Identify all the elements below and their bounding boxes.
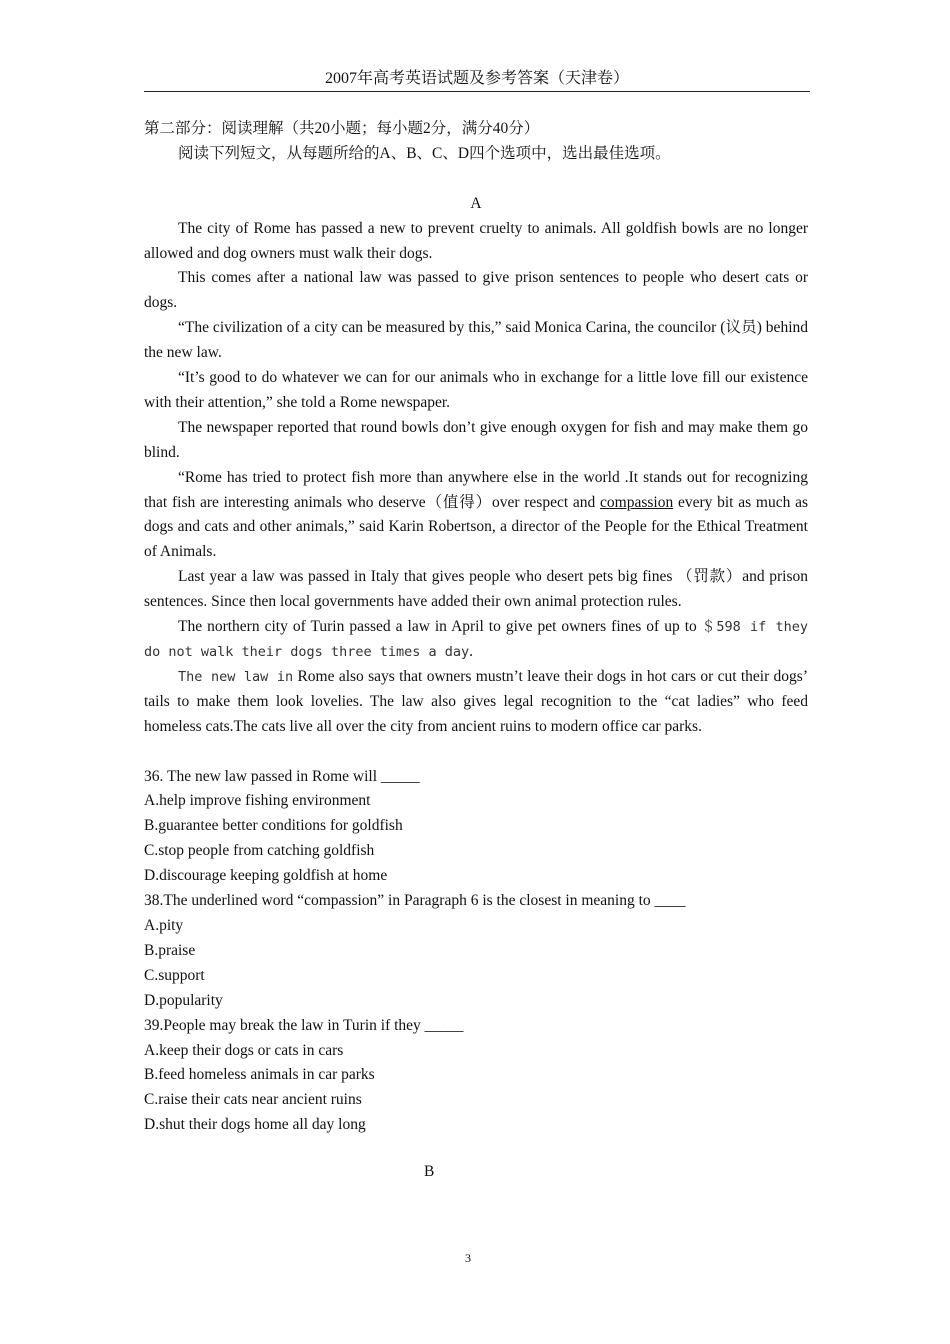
paragraph-9-mono-text: The new law in bbox=[178, 668, 294, 685]
page-content bbox=[144, 117, 808, 1138]
question-stem: 39.People may break the law in Turin if they _____ bbox=[144, 1016, 464, 1034]
passage-paragraph-9 bbox=[144, 665, 808, 740]
option-d: D.discourage keeping goldfish at home bbox=[144, 867, 388, 885]
option-d: D.popularity bbox=[144, 991, 223, 1009]
option-c: C.support bbox=[144, 966, 205, 984]
paragraph-8-mono-text: ＄598 if they do not walk their dogs three times a day bbox=[144, 619, 809, 661]
paragraph-9-text-rest: Rome also says that owners mustn’t leave their dogs in hot cars or cut their dogs’ tails to make them look lovelies. The law also gives legal recognition to the “cat ladies” who feed homeless cats.The cats live all over the city from ancient ruins to modern office car parks. bbox=[144, 667, 808, 735]
spacer bbox=[144, 740, 808, 765]
section-instruction: 阅读下列短文，从每题所给的A、B、C、D四个选项中，选出最佳选项。 bbox=[178, 144, 671, 162]
passage-a bbox=[144, 217, 808, 740]
question-38 bbox=[144, 889, 808, 1014]
passage-paragraph-2: This comes after a national law was passed to give prison sentences to people who desert cats or dogs. bbox=[144, 269, 808, 312]
option-c: C.raise their cats near ancient ruins bbox=[144, 1091, 362, 1109]
passage-paragraph-3: “The civilization of a city can be measured by this,” said Monica Carina, the councilor (议员) behind the new law. bbox=[144, 319, 808, 362]
passage-paragraph-7: Last year a law was passed in Italy that gives people who desert pets big fines （罚款）and prison sentences. Since then local governments have added their own animal protection rules. bbox=[144, 568, 808, 611]
passage-paragraph-6 bbox=[144, 466, 808, 566]
paragraph-6-text-before: “Rome has tried to protect fish more than anywhere else in the world .It stands out for recognizing that fish are interesting animals who deserve（值得）over respect and bbox=[144, 468, 808, 511]
passage-b-label: B bbox=[424, 1163, 435, 1180]
option-d: D.shut their dogs home all day long bbox=[144, 1116, 366, 1134]
option-a: A.help improve fishing environment bbox=[144, 792, 371, 810]
option-a: A.pity bbox=[144, 916, 184, 934]
passage-a-label: A bbox=[470, 194, 482, 212]
passage-paragraph-5: The newspaper reported that round bowls don’t give enough oxygen for fish and may make them go blind. bbox=[144, 418, 808, 461]
option-b: B.praise bbox=[144, 941, 196, 959]
page-header-title: 2007年高考英语试题及参考答案（天津卷） bbox=[324, 70, 629, 87]
underlined-word-compassion: compassion bbox=[600, 493, 674, 511]
section-heading: 第二部分：阅读理解（共20小题；每小题2分，满分40分） bbox=[144, 120, 540, 137]
paragraph-8-text-end: . bbox=[469, 643, 473, 661]
passage-paragraph-8 bbox=[144, 615, 808, 665]
option-c: C.stop people from catching goldfish bbox=[144, 842, 375, 860]
paragraph-6-text-after: every bit as much as dogs and cats and other animals,” said Karin Robertson, a director of the People for the Ethical Treatment of Animals. bbox=[144, 493, 808, 561]
question-stem: 36. The new law passed in Rome will _____ bbox=[144, 767, 420, 785]
header-divider bbox=[144, 91, 810, 92]
question-stem: 38.The underlined word “compassion” in Paragraph 6 is the closest in meaning to ____ bbox=[144, 892, 686, 910]
option-b: B.guarantee better conditions for goldfish bbox=[144, 817, 403, 835]
question-36 bbox=[144, 765, 808, 890]
question-39 bbox=[144, 1014, 808, 1139]
option-a: A.keep their dogs or cats in cars bbox=[144, 1041, 344, 1059]
paragraph-8-text-start: The northern city of Turin passed a law in April to give pet owners fines of up to bbox=[178, 618, 702, 636]
option-b: B.feed homeless animals in car parks bbox=[144, 1066, 375, 1084]
page-number: 3 bbox=[465, 1251, 471, 1265]
passage-paragraph-1: The city of Rome has passed a new to prevent cruelty to animals. All goldfish bowls are no longer allowed and dog owners must walk their dogs. bbox=[144, 219, 808, 262]
passage-paragraph-4: “It’s good to do whatever we can for our animals who in exchange for a little love fill our existence with their attention,” she told a Rome newspaper. bbox=[144, 369, 808, 411]
spacer bbox=[144, 167, 808, 192]
